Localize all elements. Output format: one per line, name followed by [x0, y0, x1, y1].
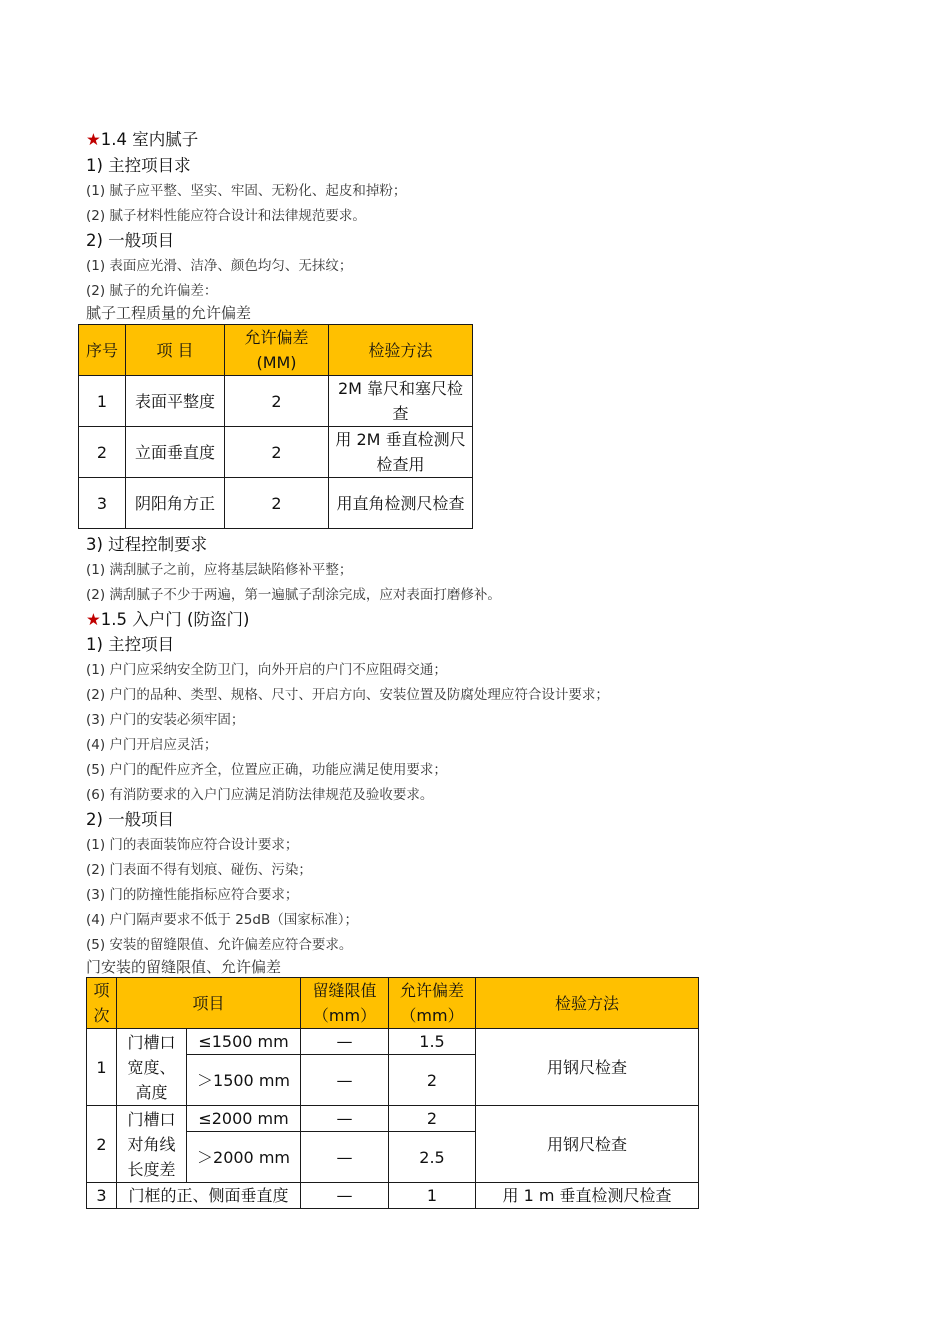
- s15-main-item: (2) 户门的品种、类型、规格、尺寸、开启方向、安装位置及防腐处理应符合设计要求；: [86, 687, 609, 703]
- table-cell: ＞2000 mm: [187, 1132, 301, 1183]
- door-tolerance-table: [86, 977, 699, 1209]
- table-cell: —: [301, 1055, 389, 1106]
- table-header-row: [87, 978, 699, 1029]
- table-cell: 2: [225, 478, 329, 529]
- table-cell: 阴阳角方正: [126, 478, 225, 529]
- table-cell: 立面垂直度: [126, 427, 225, 478]
- s15-main-item: (3) 户门的安装必须牢固；: [86, 712, 245, 728]
- table-cell: 2: [389, 1106, 476, 1132]
- table-cell: 3: [79, 478, 126, 529]
- s15-main-heading: 1) 主控项目: [86, 635, 175, 654]
- table-cell: ≤1500 mm: [187, 1029, 301, 1055]
- s15-table-caption: 门安装的留缝限值、允许偏差: [86, 958, 282, 976]
- header-cell: 项目: [117, 978, 301, 1029]
- s14-process-heading: 3) 过程控制要求: [86, 535, 208, 554]
- table-cell: 用钢尺检查: [476, 1029, 699, 1106]
- section-title-text: 1.5 入户门 (防盗门): [100, 610, 250, 629]
- table-cell: 用 1 m 垂直检测尺检查: [476, 1183, 699, 1209]
- table-cell: 用钢尺检查: [476, 1106, 699, 1183]
- s15-main-item: (5) 户门的配件应齐全，位置应正确，功能应满足使用要求；: [86, 762, 447, 778]
- table-cell: 1: [87, 1029, 117, 1106]
- putty-tolerance-table: [78, 324, 473, 529]
- s14-main-item: (2) 腻子材料性能应符合设计和法律规范要求。: [86, 208, 366, 224]
- table-cell: —: [301, 1132, 389, 1183]
- section-1-5-title: [86, 606, 249, 630]
- table-cell: 2.5: [389, 1132, 476, 1183]
- table-row: [79, 478, 473, 529]
- table-row: [79, 427, 473, 478]
- table-cell: —: [301, 1029, 389, 1055]
- s14-process-item: (1) 满刮腻子之前，应将基层缺陷修补平整；: [86, 562, 353, 578]
- table-cell: 用 2M 垂直检测尺检查用: [329, 427, 473, 478]
- table-cell: 用直角检测尺检查: [329, 478, 473, 529]
- table-cell: 1: [389, 1183, 476, 1209]
- table-cell: 1: [79, 376, 126, 427]
- header-cell: 允许偏差(MM): [225, 325, 329, 376]
- table-cell: —: [301, 1106, 389, 1132]
- table-cell: 1.5: [389, 1029, 476, 1055]
- table-cell: 2: [87, 1106, 117, 1183]
- section-1-4-title: [86, 126, 198, 150]
- table-cell: 2: [389, 1055, 476, 1106]
- header-cell: 检验方法: [329, 325, 473, 376]
- table-cell: 2: [225, 376, 329, 427]
- s15-general-heading: 2) 一般项目: [86, 810, 175, 829]
- table-cell: 2: [225, 427, 329, 478]
- header-cell: 允许偏差（mm）: [389, 978, 476, 1029]
- star-icon: ★: [86, 610, 101, 629]
- header-cell: 留缝限值（mm）: [301, 978, 389, 1029]
- table-cell: 2: [79, 427, 126, 478]
- table-header-row: [79, 325, 473, 376]
- s15-main-item: (1) 户门应采纳安全防卫门，向外开启的户门不应阻碍交通；: [86, 662, 447, 678]
- s15-main-item: (6) 有消防要求的入户门应满足消防法律规范及验收要求。: [86, 787, 434, 803]
- s14-process-item: (2) 满刮腻子不少于两遍，第一遍腻子刮涂完成，应对表面打磨修补。: [86, 587, 501, 603]
- s14-main-heading: 1) 主控项目求: [86, 156, 191, 175]
- table-cell: 表面平整度: [126, 376, 225, 427]
- s15-general-item: (4) 户门隔声要求不低于 25dB（国家标准）；: [86, 912, 358, 928]
- table-cell: 门槽口对角线长度差: [117, 1106, 187, 1183]
- section-title-text: 1.4 室内腻子: [100, 130, 199, 149]
- table-cell: 2M 靠尺和塞尺检查: [329, 376, 473, 427]
- s14-main-item: (1) 腻子应平整、坚实、牢固、无粉化、起皮和掉粉；: [86, 183, 407, 199]
- header-cell: 项 目: [126, 325, 225, 376]
- table-row: [87, 1029, 699, 1055]
- header-cell: 序号: [79, 325, 126, 376]
- s14-general-heading: 2) 一般项目: [86, 231, 175, 250]
- table-cell: 门槽口宽度、高度: [117, 1029, 187, 1106]
- table-cell: ＞1500 mm: [187, 1055, 301, 1106]
- table-row: [87, 1183, 699, 1209]
- star-icon: ★: [86, 130, 101, 149]
- s14-table-caption: 腻子工程质量的允许偏差: [86, 304, 252, 322]
- table-cell: 3: [87, 1183, 117, 1209]
- header-cell: 项次: [87, 978, 117, 1029]
- s14-general-item: (1) 表面应光滑、洁净、颜色均匀、无抹纹；: [86, 258, 353, 274]
- s14-general-item: (2) 腻子的允许偏差：: [86, 283, 218, 299]
- s15-general-item: (1) 门的表面装饰应符合设计要求；: [86, 837, 299, 853]
- table-row: [79, 376, 473, 427]
- table-row: [87, 1106, 699, 1132]
- s15-general-item: (2) 门表面不得有划痕、碰伤、污染；: [86, 862, 312, 878]
- header-cell: 检验方法: [476, 978, 699, 1029]
- s15-main-item: (4) 户门开启应灵活；: [86, 737, 218, 753]
- table-cell: —: [301, 1183, 389, 1209]
- s15-general-item: (3) 门的防撞性能指标应符合要求；: [86, 887, 299, 903]
- table-cell: ≤2000 mm: [187, 1106, 301, 1132]
- s15-general-item: (5) 安装的留缝限值、允许偏差应符合要求。: [86, 937, 353, 953]
- table-cell: 门框的正、侧面垂直度: [117, 1183, 301, 1209]
